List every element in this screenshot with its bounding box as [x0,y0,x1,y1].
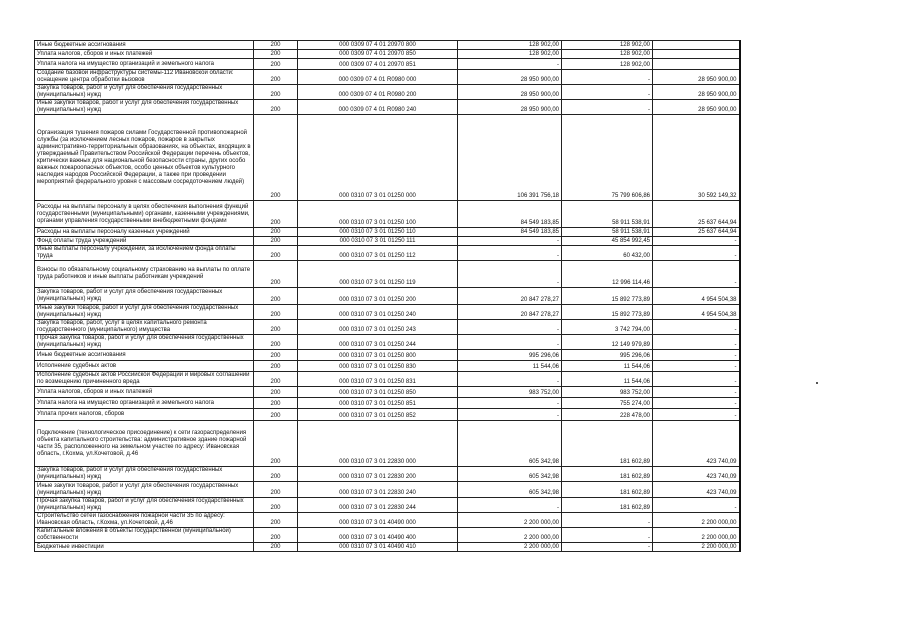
row-name-cell: Фонд оплаты труда учреждений [35,237,254,246]
row-remaining-amount-cell: 25 637 644,94 [653,228,740,237]
row-executed-amount-cell: 181 602,89 [562,421,653,467]
row-approved-amount-cell: 605 342,98 [458,467,562,482]
table-row [35,85,740,100]
row-classification-code-cell: 000 0310 07 3 01 01250 852 [298,409,458,421]
row-classification-code-cell: 000 0310 07 3 01 01250 111 [298,237,458,246]
row-remaining-amount-cell: - [653,320,740,335]
table-row [35,528,740,543]
row-name-cell: Прочая закупка товаров, работ и услуг для обеспечения государственных (муниципальных) нужд [35,498,254,513]
row-code-cell: 200 [254,498,298,513]
row-executed-amount-cell: 755 274,00 [562,398,653,409]
row-name-cell: Иные закупки товаров, работ и услуг для обеспечения государственных (муниципальных) нужд [35,305,254,320]
row-name-cell: Строительство сетей газоснабжения пожарной части 35 по адресу: Ивановская область, г.Кохма, ул.Кочетовой, д.46 [35,513,254,528]
row-name-cell: Иные выплаты персоналу учреждений, за исключением фонда оплаты труда [35,246,254,261]
row-code-cell: 200 [254,335,298,350]
row-remaining-amount-cell: 4 954 504,38 [653,305,740,320]
row-remaining-amount-cell [653,59,740,70]
table-row [35,467,740,482]
row-remaining-amount-cell: - [653,335,740,350]
row-name-cell: Прочая закупка товаров, работ и услуг для обеспечения государственных (муниципальных) нужд [35,335,254,350]
row-executed-amount-cell: 15 892 773,89 [562,288,653,305]
row-name-cell: Исполнение судебных актов Российской Федерации и мировых соглашений по возмещению причиненного вреда [35,372,254,387]
row-classification-code-cell: 000 0310 07 3 01 22830 000 [298,421,458,467]
row-name-cell: Уплата прочих налогов, сборов [35,409,254,421]
row-executed-amount-cell: 12 149 979,89 [562,335,653,350]
table-row [35,261,740,288]
row-approved-amount-cell: 20 847 278,27 [458,288,562,305]
row-executed-amount-cell: 11 544,06 [562,361,653,372]
table-row [35,50,740,59]
row-classification-code-cell: 000 0310 07 3 01 01250 112 [298,246,458,261]
row-approved-amount-cell: 605 342,98 [458,421,562,467]
row-classification-code-cell: 000 0310 07 3 01 01250 240 [298,305,458,320]
row-executed-amount-cell: - [562,70,653,85]
row-code-cell: 200 [254,320,298,335]
row-classification-code-cell: 000 0309 07 4 01 20970 851 [298,59,458,70]
table-row [35,543,740,552]
row-executed-amount-cell: - [562,85,653,100]
row-classification-code-cell: 000 0310 07 3 01 01250 851 [298,398,458,409]
row-code-cell: 200 [254,288,298,305]
row-remaining-amount-cell: 2 200 000,00 [653,543,740,552]
row-approved-amount-cell: - [458,372,562,387]
row-remaining-amount-cell [653,50,740,59]
row-remaining-amount-cell: - [653,372,740,387]
row-remaining-amount-cell: 2 200 000,00 [653,513,740,528]
row-classification-code-cell: 000 0310 07 3 01 01250 100 [298,201,458,228]
row-executed-amount-cell: 995 296,06 [562,350,653,361]
row-name-cell: Исполнение судебных актов [35,361,254,372]
row-executed-amount-cell: 181 602,89 [562,482,653,498]
row-executed-amount-cell: - [562,543,653,552]
row-classification-code-cell: 000 0309 07 4 01 R0980 240 [298,100,458,115]
row-name-cell: Иные закупки товаров, работ и услуг для обеспечения государственных (муниципальных) нужд [35,482,254,498]
row-executed-amount-cell: - [562,528,653,543]
row-executed-amount-cell: 128 902,00 [562,50,653,59]
table-row [35,387,740,398]
table-row [35,246,740,261]
row-approved-amount-cell: 84 549 183,85 [458,201,562,228]
row-classification-code-cell: 000 0310 07 3 01 01250 000 [298,115,458,201]
row-code-cell: 200 [254,482,298,498]
table-row [35,498,740,513]
table-row [35,288,740,305]
row-name-cell: Закупка товаров, работ и услуг для обеспечения государственных (муниципальных) нужд [35,288,254,305]
row-approved-amount-cell: 995 296,06 [458,350,562,361]
row-executed-amount-cell: 12 996 114,46 [562,261,653,288]
row-approved-amount-cell: 28 950 900,00 [458,85,562,100]
row-approved-amount-cell: 11 544,06 [458,361,562,372]
row-code-cell: 200 [254,41,298,50]
row-classification-code-cell: 000 0310 07 3 01 22830 200 [298,467,458,482]
row-approved-amount-cell: - [458,398,562,409]
row-executed-amount-cell: 58 911 538,91 [562,228,653,237]
row-approved-amount-cell: 128 902,00 [458,41,562,50]
row-executed-amount-cell: 75 799 606,86 [562,115,653,201]
row-name-cell: Создание базовой инфраструктуры системы-112 Ивановской области: оснащение центра обработки вызовов [35,70,254,85]
row-name-cell: Организация тушения пожаров силами Государственной противопожарной службы (за исключением лесных пожаров, пожаров в закрытых административно-территориальных образованиях, на объектах, входящих в утверждаемый Правительством Российской Федерации перечень объектов, критически важных для национальной безопасности страны, других особо важных пожароопасных объектов, особо ценных объектов культурного наследия народов Российской Федерации, а также при проведении мероприятий федерального уровня с массовым сосредоточением людей) [35,115,254,201]
row-code-cell: 200 [254,372,298,387]
row-approved-amount-cell: 28 950 900,00 [458,100,562,115]
row-code-cell: 200 [254,237,298,246]
row-code-cell: 200 [254,467,298,482]
row-executed-amount-cell: 45 854 992,45 [562,237,653,246]
row-code-cell: 200 [254,543,298,552]
row-name-cell: Иные бюджетные ассигнования [35,41,254,50]
row-remaining-amount-cell: 423 740,09 [653,467,740,482]
row-remaining-amount-cell: 4 954 504,38 [653,288,740,305]
table-body [35,41,740,552]
row-executed-amount-cell: 228 478,00 [562,409,653,421]
row-code-cell: 200 [254,50,298,59]
table-row [35,201,740,228]
row-executed-amount-cell: 60 432,00 [562,246,653,261]
row-code-cell: 200 [254,398,298,409]
row-approved-amount-cell: 983 752,00 [458,387,562,398]
row-approved-amount-cell: 28 950 900,00 [458,70,562,85]
row-remaining-amount-cell: 28 950 900,00 [653,85,740,100]
row-approved-amount-cell: - [458,498,562,513]
row-remaining-amount-cell: 28 950 900,00 [653,100,740,115]
row-approved-amount-cell: - [458,237,562,246]
row-executed-amount-cell: - [562,513,653,528]
row-executed-amount-cell: 128 902,00 [562,41,653,50]
table-row [35,320,740,335]
row-approved-amount-cell: 84 549 183,85 [458,228,562,237]
row-classification-code-cell: 000 0310 07 3 01 01250 110 [298,228,458,237]
row-approved-amount-cell: 605 342,98 [458,482,562,498]
table-row [35,115,740,201]
row-approved-amount-cell: - [458,335,562,350]
row-remaining-amount-cell: - [653,409,740,421]
row-name-cell: Уплата налогов, сборов и иных платежей [35,387,254,398]
row-code-cell: 200 [254,261,298,288]
table-row [35,59,740,70]
table-row [35,100,740,115]
row-executed-amount-cell: 181 602,89 [562,467,653,482]
table-row [35,41,740,50]
row-classification-code-cell: 000 0310 07 3 01 40490 400 [298,528,458,543]
row-remaining-amount-cell: - [653,398,740,409]
row-remaining-amount-cell: 423 740,09 [653,421,740,467]
row-approved-amount-cell: - [458,59,562,70]
row-approved-amount-cell: 2 200 000,00 [458,513,562,528]
row-code-cell: 200 [254,305,298,320]
row-approved-amount-cell: 128 902,00 [458,50,562,59]
row-classification-code-cell: 000 0310 07 3 01 22830 240 [298,482,458,498]
row-classification-code-cell: 000 0310 07 3 01 01250 800 [298,350,458,361]
table-row [35,482,740,498]
row-name-cell: Иные закупки товаров, работ и услуг для обеспечения государственных (муниципальных) нужд [35,100,254,115]
row-name-cell: Закупка товаров, работ, услуг в целях капитального ремонта государственного (муниципального) имущества [35,320,254,335]
table-row [35,398,740,409]
row-remaining-amount-cell [653,41,740,50]
row-remaining-amount-cell: - [653,261,740,288]
row-executed-amount-cell: 15 892 773,89 [562,305,653,320]
row-approved-amount-cell: 2 200 000,00 [458,543,562,552]
row-approved-amount-cell: 106 391 756,18 [458,115,562,201]
row-approved-amount-cell: - [458,246,562,261]
row-name-cell: Капитальные вложения в объекты государственной (муниципальной) собственности [35,528,254,543]
row-code-cell: 200 [254,70,298,85]
row-classification-code-cell: 000 0309 07 4 01 20970 850 [298,50,458,59]
row-code-cell: 200 [254,228,298,237]
row-remaining-amount-cell: - [653,237,740,246]
row-code-cell: 200 [254,513,298,528]
row-remaining-amount-cell: 25 637 644,94 [653,201,740,228]
row-code-cell: 200 [254,201,298,228]
row-remaining-amount-cell: - [653,246,740,261]
row-name-cell: Расходы на выплаты персоналу в целях обеспечения выполнения функций государственными (муниципальными) органами, казенными учреждениями, органами управления государственными внебюджетными фондами [35,201,254,228]
row-name-cell: Иные бюджетные ассигнования [35,350,254,361]
row-code-cell: 200 [254,85,298,100]
budget-table-sheet [34,40,737,552]
row-classification-code-cell: 000 0310 07 3 01 22830 244 [298,498,458,513]
table-row [35,335,740,350]
row-code-cell: 200 [254,100,298,115]
row-approved-amount-cell: 2 200 000,00 [458,528,562,543]
row-classification-code-cell: 000 0310 07 3 01 40490 410 [298,543,458,552]
row-executed-amount-cell: 128 902,00 [562,59,653,70]
row-executed-amount-cell: 11 544,06 [562,372,653,387]
row-remaining-amount-cell: 28 950 900,00 [653,70,740,85]
row-approved-amount-cell: - [458,320,562,335]
row-name-cell: Подключение (технологическое присоединение) к сети газораспределения объекта капитального строительства: административное здание пожарной части 35, расположенного на земельном участке по адресу: Ивановская область, г.Кохма, ул.Кочетовой, д.46 [35,421,254,467]
row-code-cell: 200 [254,361,298,372]
row-name-cell: Взносы по обязательному социальному страхованию на выплаты по оплате труда работников и иные выплаты работникам учреждений [35,261,254,288]
row-classification-code-cell: 000 0310 07 3 01 01250 200 [298,288,458,305]
row-executed-amount-cell: - [562,100,653,115]
row-remaining-amount-cell: 2 200 000,00 [653,528,740,543]
table-row [35,361,740,372]
table-row [35,513,740,528]
row-executed-amount-cell: 58 911 538,91 [562,201,653,228]
row-name-cell: Бюджетные инвестиции [35,543,254,552]
row-code-cell: 200 [254,59,298,70]
row-classification-code-cell: 000 0309 07 4 01 R0980 200 [298,85,458,100]
row-code-cell: 200 [254,528,298,543]
table-row [35,228,740,237]
row-remaining-amount-cell: 30 592 149,32 [653,115,740,201]
table-row [35,372,740,387]
row-approved-amount-cell: - [458,261,562,288]
table-row [35,350,740,361]
row-classification-code-cell: 000 0309 07 4 01 20970 800 [298,41,458,50]
row-classification-code-cell: 000 0310 07 3 01 01250 244 [298,335,458,350]
row-remaining-amount-cell: - [653,350,740,361]
table-row [35,70,740,85]
table-row [35,421,740,467]
row-classification-code-cell: 000 0310 07 3 01 01250 830 [298,361,458,372]
row-code-cell: 200 [254,409,298,421]
row-name-cell: Уплата налога на имущество организаций и земельного налога [35,59,254,70]
row-remaining-amount-cell: - [653,387,740,398]
row-classification-code-cell: 000 0310 07 3 01 01250 850 [298,387,458,398]
row-name-cell: Закупка товаров, работ и услуг для обеспечения государственных (муниципальных) нужд [35,467,254,482]
row-classification-code-cell: 000 0310 07 3 01 40490 000 [298,513,458,528]
row-classification-code-cell: 000 0309 07 4 01 R0980 000 [298,70,458,85]
table-row [35,237,740,246]
budget-execution-table [34,40,741,552]
row-name-cell: Уплата налогов, сборов и иных платежей [35,50,254,59]
row-code-cell: 200 [254,115,298,201]
row-executed-amount-cell: 983 752,00 [562,387,653,398]
row-code-cell: 200 [254,246,298,261]
scan-speck [816,382,818,384]
row-classification-code-cell: 000 0310 07 3 01 01250 243 [298,320,458,335]
row-code-cell: 200 [254,350,298,361]
row-remaining-amount-cell: - [653,361,740,372]
row-code-cell: 200 [254,421,298,467]
table-row [35,409,740,421]
row-remaining-amount-cell: - [653,498,740,513]
row-remaining-amount-cell: 423 740,09 [653,482,740,498]
table-row [35,305,740,320]
row-approved-amount-cell: - [458,409,562,421]
row-name-cell: Расходы на выплаты персоналу казенных учреждений [35,228,254,237]
row-classification-code-cell: 000 0310 07 3 01 01250 831 [298,372,458,387]
row-name-cell: Уплата налога на имущество организаций и земельного налога [35,398,254,409]
row-code-cell: 200 [254,387,298,398]
row-approved-amount-cell: 20 847 278,27 [458,305,562,320]
row-classification-code-cell: 000 0310 07 3 01 01250 119 [298,261,458,288]
row-executed-amount-cell: 181 602,89 [562,498,653,513]
row-name-cell: Закупка товаров, работ и услуг для обеспечения государственных (муниципальных) нужд [35,85,254,100]
row-executed-amount-cell: 3 742 794,00 [562,320,653,335]
